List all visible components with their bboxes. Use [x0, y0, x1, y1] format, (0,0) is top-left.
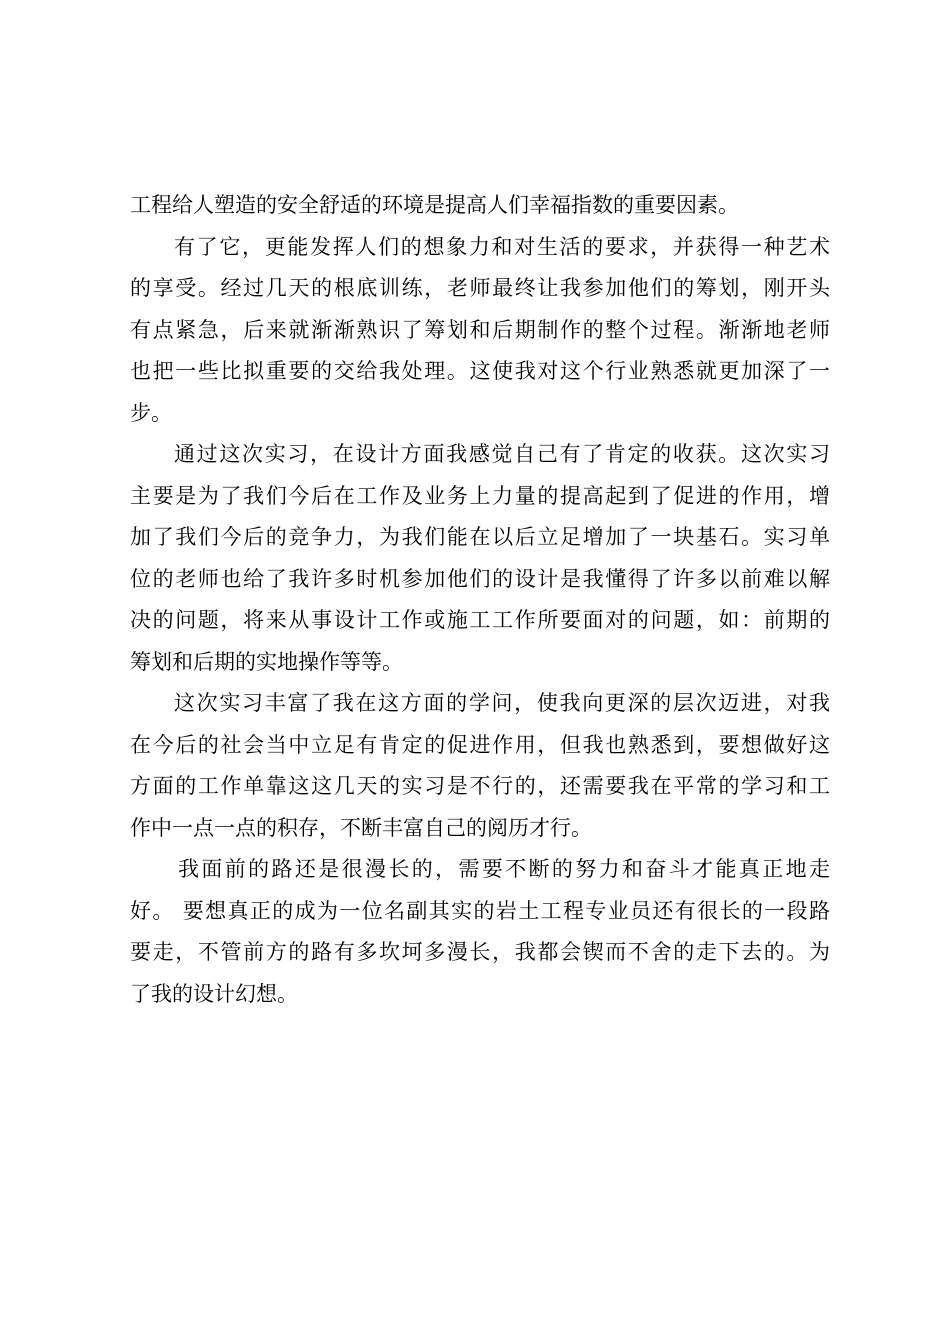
- text-line: 好。 要想真正的成为一位名副其实的岩土工程专业员还有很长的一段路: [130, 898, 830, 923]
- text-line: 有了它，更能发挥人们的想象力和对生活的要求，并获得一种艺术: [174, 234, 830, 259]
- text-line: 有点紧急，后来就渐渐熟识了筹划和后期制作的整个过程。渐渐地老师: [130, 317, 830, 342]
- text-line: 要走，不管前方的路有多坎坷多漫长，我都会锲而不舍的走下去的。为: [130, 940, 830, 964]
- text-line: 作中一点一点的积存，不断丰富自己的阅历才行。: [130, 815, 592, 840]
- text-line: 工程给人塑造的安全舒适的环境是提高人们幸福指数的重要因素。: [130, 193, 739, 217]
- text-line: 筹划和后期的实地操作等等。: [130, 649, 403, 674]
- text-line: 的享受。经过几天的根底训练，老师最终让我参加他们的筹划，刚开头: [130, 276, 830, 300]
- text-line: 决的问题，将来从事设计工作或施工工作所要面对的问题，如：前期的: [130, 608, 830, 632]
- text-line: 方面的工作单靠这这几天的实习是不行的，还需要我在平常的学习和工: [130, 774, 830, 798]
- text-line: 位的老师也给了我许多时机参加他们的设计是我懂得了许多以前难以解: [130, 566, 830, 591]
- text-line: 步。: [130, 400, 172, 425]
- document-body: [130, 185, 830, 1015]
- text-line: 了我的设计幻想。: [130, 981, 298, 1006]
- text-line: 我面前的路还是很漫长的，需要不断的努力和奋斗才能真正地走: [178, 857, 830, 881]
- text-line: 主要是为了我们今后在工作及业务上力量的提高起到了促进的作用，增: [130, 483, 830, 508]
- text-line: 通过这次实习，在设计方面我感觉自己有了肯定的收获。这次实习: [174, 442, 830, 466]
- text-line: 也把一些比拟重要的交给我处理。这使我对这个行业熟悉就更加深了一: [130, 359, 830, 383]
- text-line: 加了我们今后的竞争力，为我们能在以后立足增加了一块基石。实习单: [130, 525, 830, 549]
- text-line: 在今后的社会当中立足有肯定的促进作用，但我也熟悉到，要想做好这: [130, 732, 830, 757]
- text-line: 这次实习丰富了我在这方面的学问，使我向更深的层次迈进，对我: [174, 691, 830, 715]
